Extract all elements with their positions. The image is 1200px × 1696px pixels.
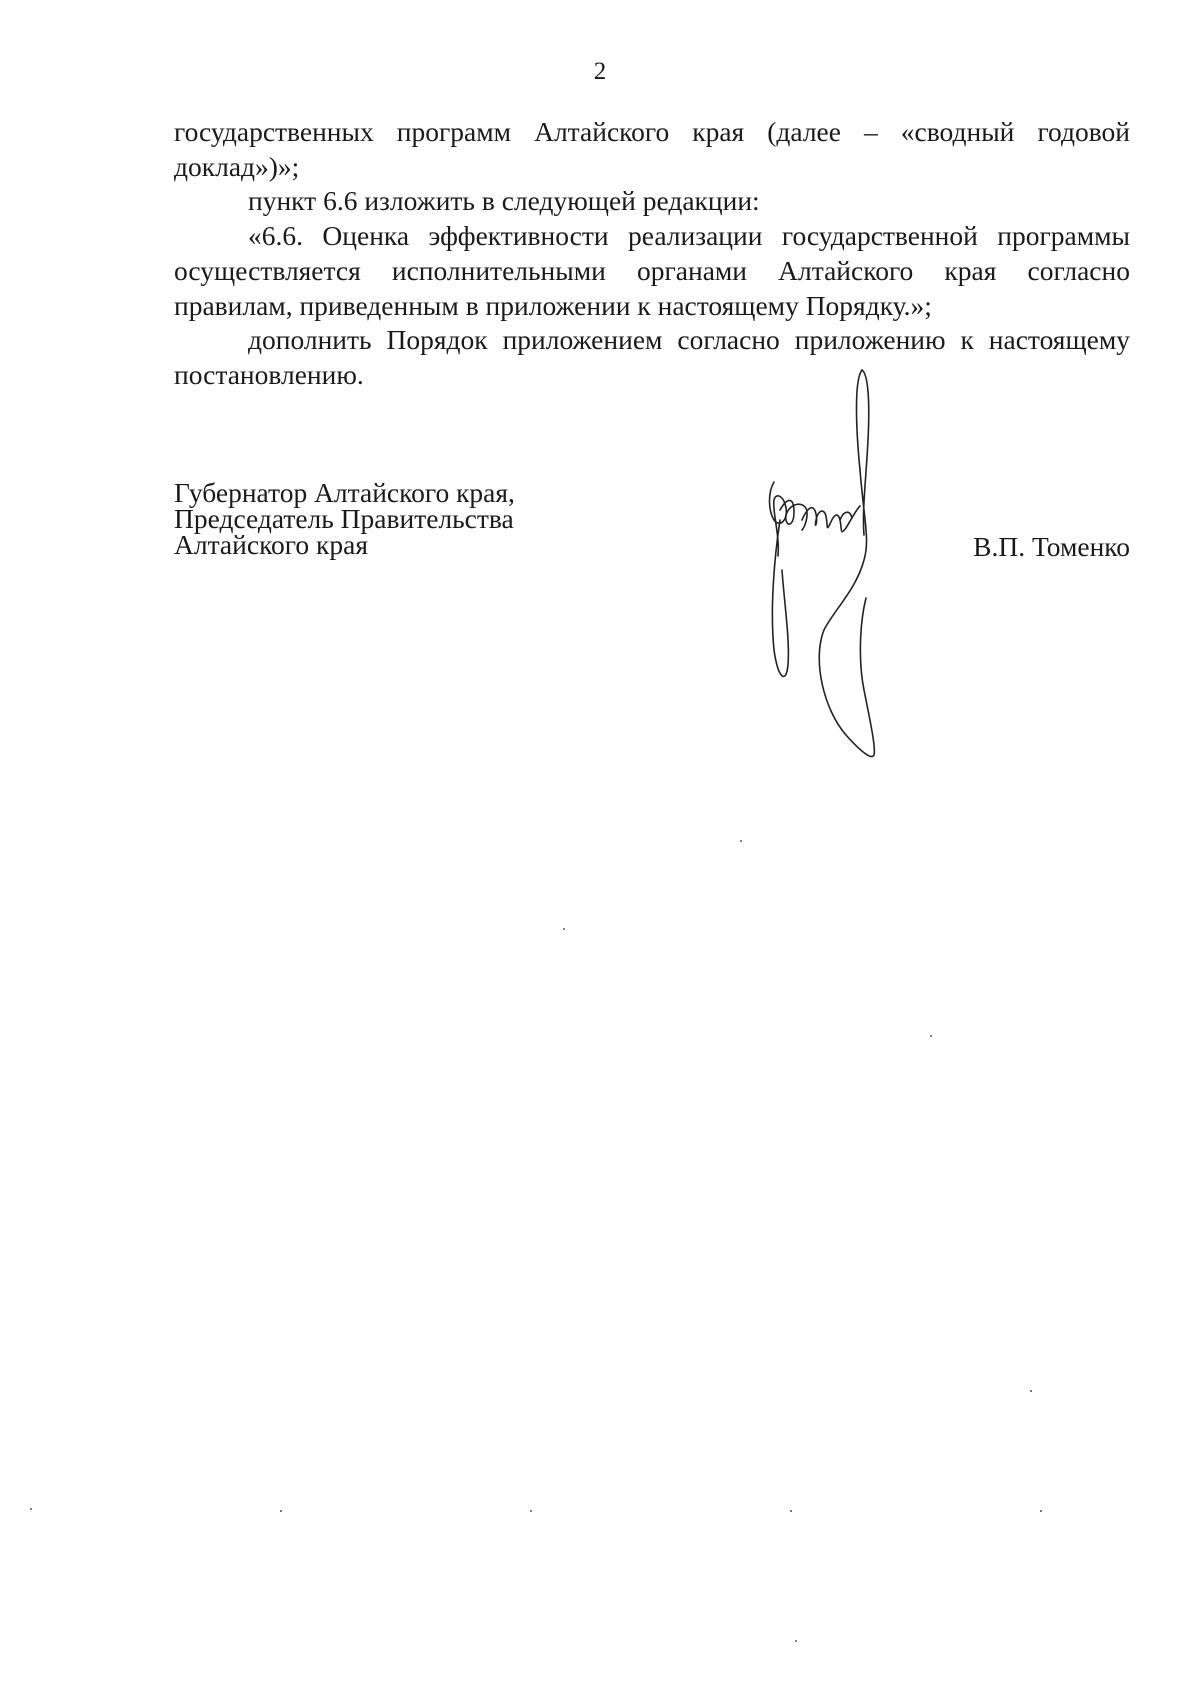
scan-speck <box>1040 1510 1042 1512</box>
handwritten-signature <box>734 360 914 800</box>
paragraph-amendment-text: «6.6. Оценка эффективности реализации государственной программы осуществляется исполнительными органами Алтайского края согласно правилам, приведенным в приложении к настоящему Порядку.»; <box>174 220 1130 321</box>
scan-speck <box>740 840 742 842</box>
signer-title-line: Губернатор Алтайского края, <box>174 477 515 508</box>
signature-block <box>174 477 1130 800</box>
paragraph-amendment-intro: пункт 6.6 изложить в следующей редакции: <box>248 185 760 217</box>
scan-speck <box>1030 1390 1032 1392</box>
scan-speck <box>790 1510 792 1512</box>
signer-name: В.П. Томенко <box>973 531 1130 562</box>
scan-speck <box>280 1510 282 1512</box>
paragraph-appendix-addition: дополнить Порядок приложением согласно приложению к настоящему постановлению. <box>174 324 1130 390</box>
scan-speck <box>30 1508 32 1510</box>
document-body <box>174 115 1130 393</box>
paragraph-continuation: государственных программ Алтайского края (далее – «сводный годовой доклад»)»; <box>174 116 1130 182</box>
scan-speck <box>530 1510 532 1512</box>
page-number: 2 <box>593 58 607 85</box>
scan-speck <box>795 1640 797 1642</box>
signer-title-line: Алтайского края <box>174 529 368 560</box>
scan-speck <box>563 928 565 930</box>
signer-title <box>174 477 515 560</box>
signer-title-line: Председатель Правительства <box>174 503 514 534</box>
scan-speck <box>930 1035 932 1037</box>
